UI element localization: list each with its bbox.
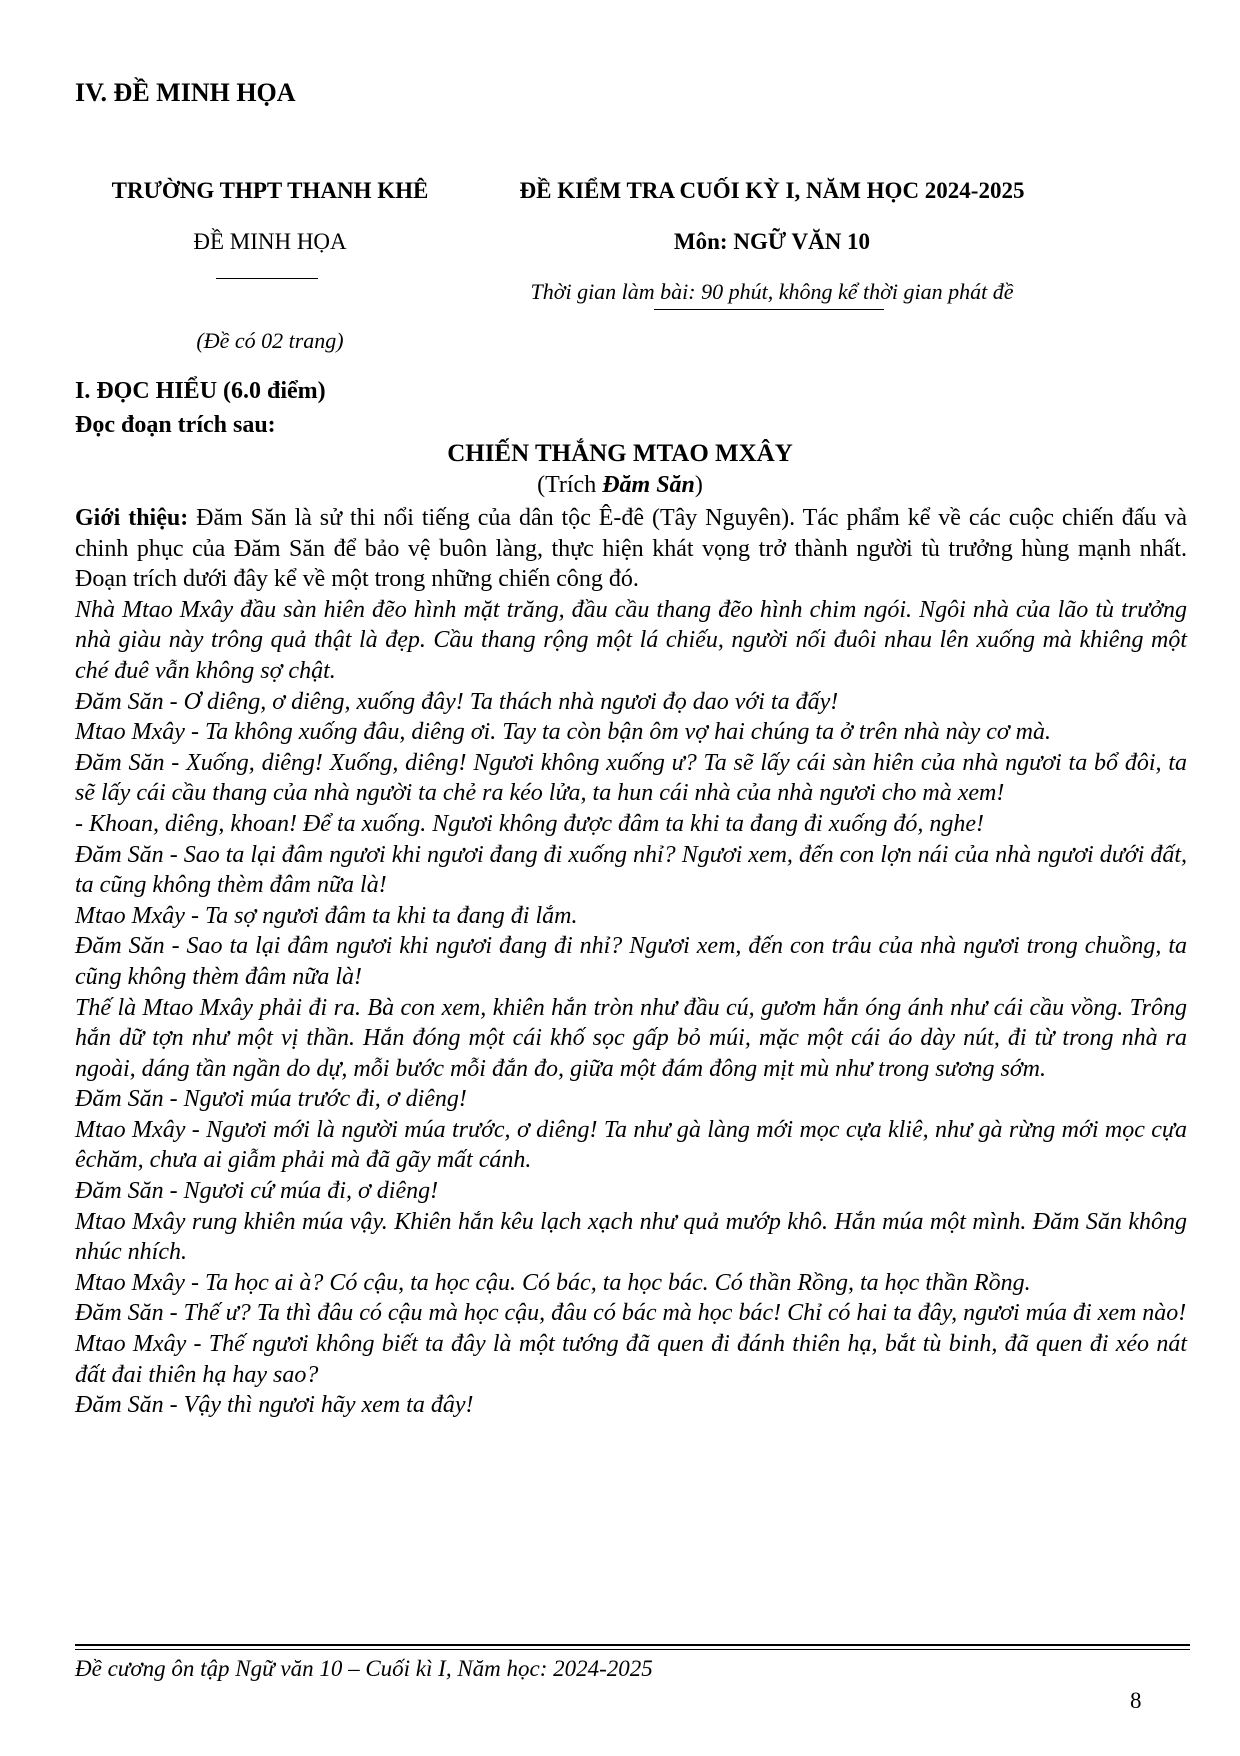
story-paragraph: Mtao Mxây - Ta không xuống đâu, diêng ơi. Tay ta còn bận ôm vợ hai chúng ta ở trên nhà này cơ mà. (75, 719, 1052, 746)
story-paragraph: Nhà Mtao Mxây đầu sàn hiên đẽo hình mặt trăng, đầu cầu thang đẽo hình chim ngói. Ngôi nhà của lão tù trưởng nhà giàu này trông quả thật là đẹp. Cầu thang rộng một lá chiếu, người nối đuôi nhau lên xuống mà khiêng một ché đuê vẫn không sợ chật. (75, 596, 1187, 684)
part1-heading: I. ĐỌC HIỂU (6.0 điểm) (75, 378, 326, 404)
story-title: CHIẾN THẮNG MTAO MXÂY (447, 440, 793, 467)
exam-title: ĐỀ KIỂM TRA CUỐI KỲ I, NĂM HỌC 2024-2025 (519, 178, 1025, 203)
story-paragraph: Mtao Mxây rung khiên múa vậy. Khiên hắn kêu lạch xạch như quả mướp khô. Hắn múa một mình. Đăm Săn không nhúc nhích. (75, 1208, 1187, 1266)
intro-paragraph (75, 503, 1187, 595)
header-divider-left (216, 278, 318, 279)
source-work: Đăm Săn (602, 472, 695, 498)
story-paragraph: - Khoan, diêng, khoan! Để ta xuống. Ngươi không được đâm ta khi ta đang đi xuống đó, nghe! (75, 810, 984, 837)
footer-rule-thin (75, 1649, 1190, 1650)
story-paragraph: Đăm Săn - Thế ư? Ta thì đâu có cậu mà học cậu, đâu có bác mà học bác! Chỉ có hai ta đây, ngươi múa đi xem nào! (75, 1300, 1187, 1327)
story-paragraph: Đăm Săn - Ngươi múa trước đi, ơ diêng! (75, 1086, 467, 1113)
story-source: (Trích Đăm Săn) (537, 472, 703, 498)
story-paragraph: Đăm Săn - Xuống, diêng! Xuống, diêng! Ngươi không xuống ư? Ta sẽ lấy cái sàn hiên của nhà ngươi ta bổ đôi, ta sẽ lấy cái cầu thang của nhà người ta chẻ ra kéo lửa, ta hun cái nhà của nhà ngươi cho mà xem! (75, 749, 1187, 807)
story-paragraph: Đăm Săn - Ngươi cứ múa đi, ơ diêng! (75, 1178, 439, 1205)
story-paragraph: Mtao Mxây - Ngươi mới là người múa trước, ơ diêng! Ta như gà làng mới mọc cựa kliê, như gà rừng mới mọc cựa êchăm, chưa ai giẫm phải mà đã gãy mất cánh. (75, 1116, 1187, 1174)
section-heading: IV. ĐỀ MINH HỌA (75, 78, 296, 107)
exam-label: ĐỀ MINH HỌA (193, 229, 347, 254)
pages-note: (Đề có 02 trang) (196, 328, 344, 353)
footer-text: Đề cương ôn tập Ngữ văn 10 – Cuối kì I, Năm học: 2024-2025 (75, 1656, 653, 1681)
time-note: Thời gian làm bài: 90 phút, không kể thời gian phát đề (530, 279, 1014, 304)
story-paragraph: Mtao Mxây - Ta học ai à? Có cậu, ta học cậu. Có bác, ta học bác. Có thần Rồng, ta học thần Rồng. (75, 1269, 1031, 1296)
page-number: 8 (1130, 1688, 1142, 1713)
story-paragraph: Thế là Mtao Mxây phải đi ra. Bà con xem, khiên hắn tròn như đầu cú, gươm hắn óng ánh như cái cầu vồng. Trông hắn dữ tợn như một vị thần. Hắn đóng một cái khố sọc gấp bỏ múi, mặc một cái áo dày nút, đi từ trong nhà ra ngoài, dáng tần ngần do dự, mỗi bước mỗi đắn đo, giữa một đám đông mịt mù như trong sương sớm. (75, 994, 1187, 1082)
school-name: TRƯỜNG THPT THANH KHÊ (111, 178, 429, 203)
story-paragraph: Đăm Săn - Ơ diêng, ơ diêng, xuống đây! Ta thách nhà ngươi đọ dao với ta đấy! (75, 688, 839, 715)
intro-text: Đăm Săn là sử thi nổi tiếng của dân tộc Ê-đê (Tây Nguyên). Tác phẩm kể về các cuộc chiến đấu và chinh phục của Đăm Săn để bảo vệ buôn làng, thực hiện khát vọng trở thành người tù trưởng hùng mạnh nhất. Đoạn trích dưới đây kể về một trong những chiến công đó. (75, 505, 1187, 593)
story-paragraph: Đăm Săn - Sao ta lại đâm ngươi khi ngươi đang đi nhỉ? Ngươi xem, đến con trâu của nhà ngươi trong chuồng, ta cũng không thèm đâm nữa là! (75, 933, 1187, 990)
story-paragraph: Đăm Săn - Vậy thì ngươi hãy xem ta đây! (75, 1392, 474, 1419)
story-body (75, 503, 1187, 1421)
intro-label: Giới thiệu: (75, 505, 189, 531)
reading-instruction: Đọc đoạn trích sau: (75, 412, 276, 438)
footer-rule (75, 1644, 1190, 1646)
story-paragraph: Mtao Mxây - Thế ngươi không biết ta đây là một tướng đã quen đi đánh thiên hạ, bắt tù binh, đã quen đi xéo nát đất đai thiên hạ hay sao? (75, 1331, 1187, 1388)
header-divider-right (654, 309, 884, 310)
story-paragraph: Mtao Mxây - Ta sợ ngươi đâm ta khi ta đang đi lắm. (75, 902, 578, 929)
story-paragraph: Đăm Săn - Sao ta lại đâm ngươi khi ngươi đang đi xuống nhỉ? Ngươi xem, đến con lợn nái của nhà ngươi dưới đất, ta cũng không thèm đâm nữa là! (75, 841, 1187, 899)
subject: Môn: NGỮ VĂN 10 (673, 229, 871, 254)
